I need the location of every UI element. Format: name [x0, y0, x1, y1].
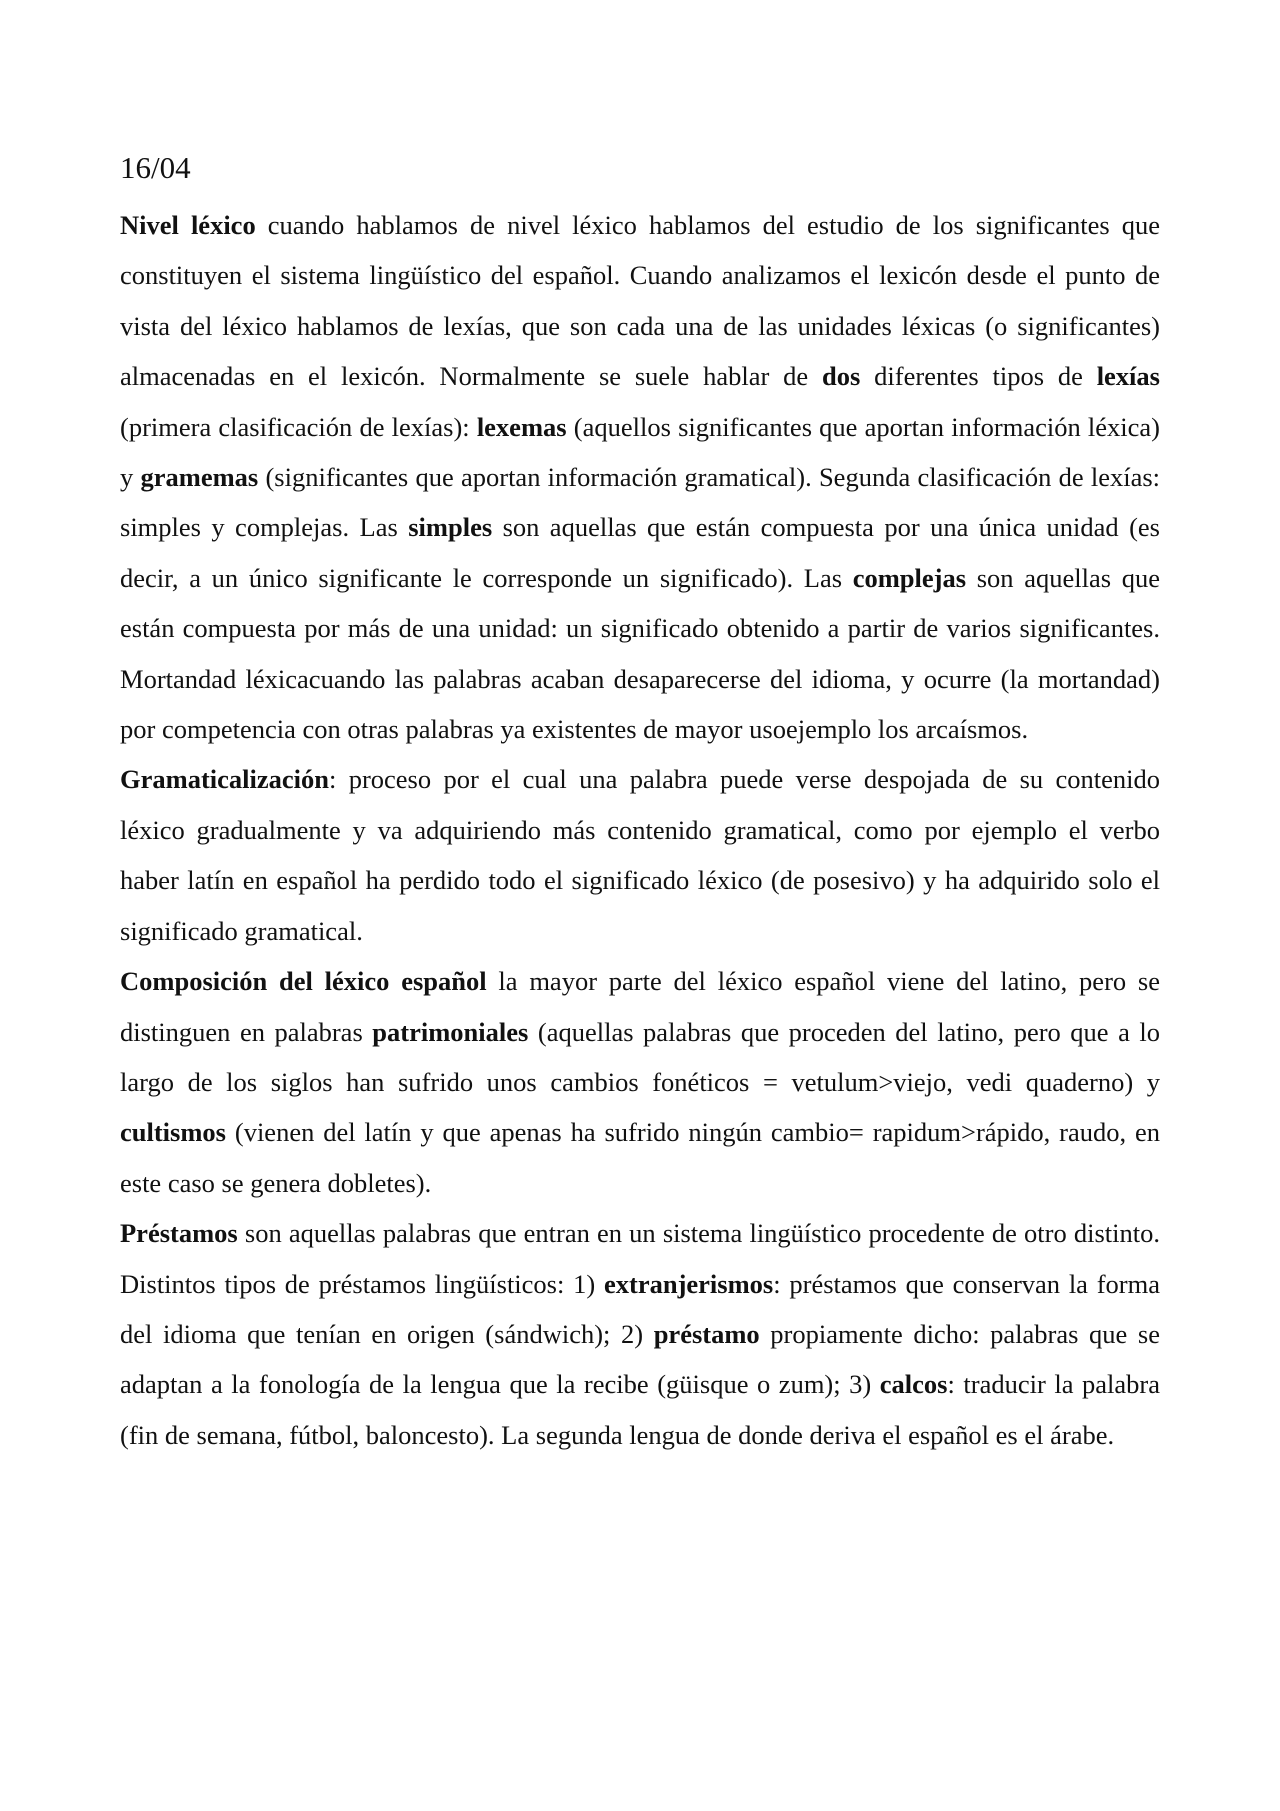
- paragraph-nivel-lexico: [120, 200, 1160, 754]
- text-run: : traducir la palabra (fin de semana, fútbol, baloncesto). La segunda lengua de donde deriva el español es el árabe.: [120, 1369, 1160, 1450]
- bold-term: lexemas: [476, 411, 567, 442]
- text-run: (aquellos significantes que aportan información léxica) y: [120, 411, 1160, 493]
- text-run: son aquellas que están compuesta por una única unidad (es decir, a un único significante le corresponde un significado). Las: [120, 512, 1160, 593]
- note-date: 16/04: [120, 150, 191, 185]
- bold-term: dos: [822, 361, 861, 392]
- bold-term: simples: [408, 512, 493, 543]
- text-run: : préstamos que conservan la forma del idioma que tenían en origen (sándwich); 2): [120, 1268, 1160, 1349]
- bold-term: calcos: [879, 1369, 948, 1400]
- text-run: son aquellas palabras que entran en un sistema lingüístico procedente de otro distinto. Distintos tipos de préstamos lingüísticos: 1): [120, 1218, 1160, 1299]
- bold-term: Gramaticalización: [120, 764, 329, 795]
- text-run: (primera clasificación de lexías):: [120, 411, 477, 442]
- bold-term: gramemas: [140, 462, 259, 493]
- bold-term: Préstamos: [120, 1218, 238, 1249]
- text-run: cuando hablamos de nivel léxico hablamos del estudio de los significantes que constituyen el sistema lingüístico del español. Cuando analizamos el lexicón desde el punto de vista del léxico hablamos de lexías, que son cada una de las unidades léxicas (o significantes) almacenadas en el lexicón. Normalmente se suele hablar de: [120, 210, 1160, 392]
- text-run: propiamente dicho: palabras que se adaptan a la fonología de la lengua que la recibe (güisque o zum); 3): [120, 1318, 1160, 1400]
- bold-term: cultismos: [120, 1117, 226, 1148]
- text-run: (significantes que aportan información gramatical). Segunda clasificación de lexías: simples y complejas. Las: [120, 462, 1161, 543]
- bold-term: Nivel léxico: [120, 210, 256, 240]
- text-run: son aquellas que están compuesta por más de una unidad: un significado obtenido a partir de varios significantes. Mortandad léxicacuando las palabras acaban desaparecerse del idioma, y ocurre (la mortandad) por competencia con otras palabras ya existentes de mayor usoejemplo los arcaísmos.: [120, 562, 1160, 745]
- paragraph-prestamos: [120, 1208, 1160, 1460]
- text-run: diferentes tipos de: [860, 361, 1097, 392]
- bold-term: extranjerismos: [603, 1268, 774, 1299]
- paragraph-gramaticalizacion: [120, 754, 1160, 956]
- text-run: la mayor parte del léxico español viene del latino, pero se distinguen en palabras: [120, 966, 1160, 1047]
- bold-term: préstamo: [653, 1318, 760, 1349]
- bold-term: patrimoniales: [372, 1016, 529, 1047]
- document-body: [120, 148, 1160, 1460]
- bold-term: complejas: [852, 562, 967, 593]
- text-run: : proceso por el cual una palabra puede verse despojada de su contenido léxico gradualmente y va adquiriendo más contenido gramatical, como por ejemplo el verbo haber latín en español ha perdido todo el significado léxico (de posesivo) y ha adquirido solo el significado gramatical.: [120, 764, 1160, 946]
- text-run: (aquellas palabras que proceden del latino, pero que a lo largo de los siglos han sufrido unos cambios fonéticos = vetulum>viejo, vedi quaderno) y: [120, 1016, 1160, 1097]
- bold-term: Composición del léxico español: [120, 966, 487, 997]
- bold-term: lexías: [1096, 361, 1160, 392]
- paragraph-composicion-lexico: [120, 956, 1160, 1208]
- text-run: (vienen del latín y que apenas ha sufrido ningún cambio= rapidum>rápido, raudo, en este caso se genera dobletes).: [120, 1117, 1160, 1198]
